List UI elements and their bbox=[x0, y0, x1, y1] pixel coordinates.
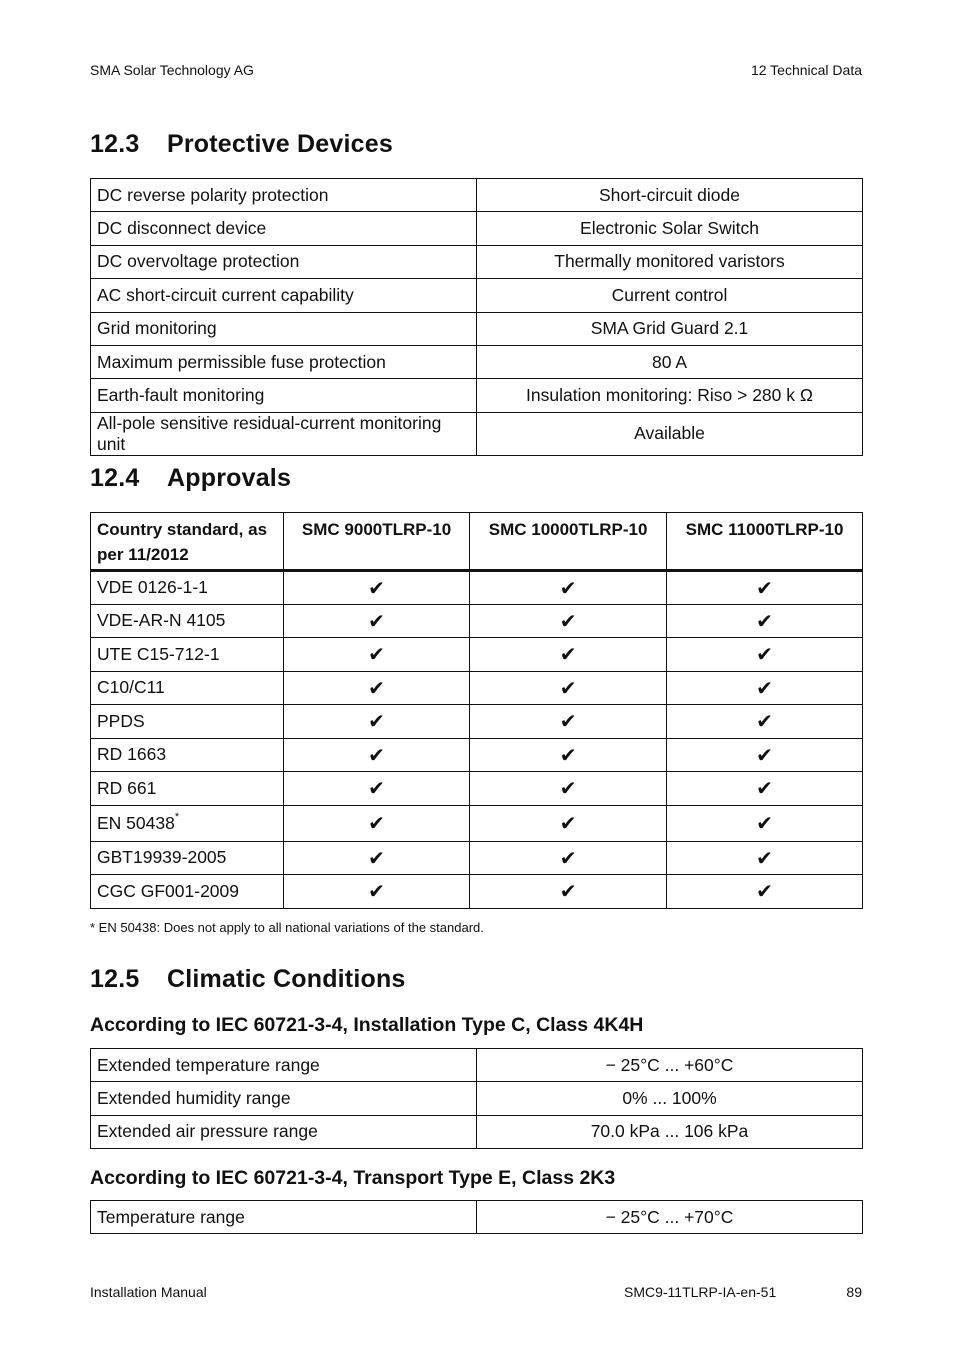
table-row bbox=[91, 179, 863, 212]
section-title: Protective Devices bbox=[167, 130, 393, 158]
standard-name: RD 661 bbox=[97, 777, 157, 798]
section-heading-approvals bbox=[90, 464, 291, 493]
table-row bbox=[91, 638, 863, 672]
climatic-transport-table bbox=[90, 1200, 863, 1234]
table-row bbox=[91, 245, 863, 278]
table-row bbox=[91, 705, 863, 739]
subheading-transport-type-e: According to IEC 60721-3-4, Transport Type E, Class 2K3 bbox=[90, 1167, 616, 1189]
standard-name: C10/C11 bbox=[97, 677, 165, 698]
table-row bbox=[91, 1115, 863, 1148]
table-row bbox=[91, 604, 863, 638]
table-row bbox=[91, 312, 863, 345]
standard-cell bbox=[91, 805, 284, 841]
checkmark-icon: ✔ bbox=[667, 875, 863, 909]
table-row bbox=[91, 738, 863, 772]
footnote-marker: * bbox=[174, 810, 180, 823]
checkmark-icon: ✔ bbox=[284, 841, 470, 875]
row-label: All-pole sensitive residual-current monitoring unit bbox=[91, 412, 477, 455]
row-value: − 25°C ... +70°C bbox=[477, 1201, 863, 1234]
checkmark-icon: ✔ bbox=[470, 841, 667, 875]
checkmark-icon: ✔ bbox=[470, 638, 667, 672]
standard-cell bbox=[91, 841, 284, 875]
row-label: DC overvoltage protection bbox=[91, 245, 477, 278]
protective-devices-table bbox=[90, 178, 863, 456]
table-row bbox=[91, 772, 863, 806]
standard-name: CGC GF001-2009 bbox=[97, 880, 240, 901]
subheading-installation-type-c: According to IEC 60721-3-4, Installation Type C, Class 4K4H bbox=[90, 1014, 644, 1036]
page-number: 89 bbox=[846, 1284, 862, 1300]
checkmark-icon: ✔ bbox=[284, 875, 470, 909]
table-row bbox=[91, 379, 863, 412]
checkmark-icon: ✔ bbox=[667, 705, 863, 739]
table-row bbox=[91, 279, 863, 312]
standard-name: GBT19939-2005 bbox=[97, 847, 227, 868]
checkmark-icon: ✔ bbox=[667, 671, 863, 705]
checkmark-icon: ✔ bbox=[470, 705, 667, 739]
standard-name: PPDS bbox=[97, 710, 145, 731]
checkmark-icon: ✔ bbox=[667, 638, 863, 672]
climatic-installation-table bbox=[90, 1048, 863, 1149]
checkmark-icon: ✔ bbox=[667, 571, 863, 605]
section-number: 12.4 bbox=[90, 464, 140, 492]
approvals-header-row bbox=[91, 513, 863, 571]
standard-name: VDE-AR-N 4105 bbox=[97, 610, 226, 631]
table-row bbox=[91, 1049, 863, 1082]
table-row bbox=[91, 1082, 863, 1115]
row-value: 70.0 kPa ... 106 kPa bbox=[477, 1115, 863, 1148]
standard-name: EN 50438 bbox=[97, 812, 175, 833]
checkmark-icon: ✔ bbox=[284, 604, 470, 638]
standard-cell bbox=[91, 604, 284, 638]
section-heading-climatic-conditions bbox=[90, 965, 406, 994]
table-row bbox=[91, 571, 863, 605]
standard-cell bbox=[91, 875, 284, 909]
standard-name: VDE 0126-1-1 bbox=[97, 577, 208, 598]
row-value: Available bbox=[477, 412, 863, 455]
column-header-country-standard: Country standard, as per 11/2012 bbox=[91, 513, 284, 571]
table-row bbox=[91, 412, 863, 455]
standard-cell bbox=[91, 772, 284, 806]
checkmark-icon: ✔ bbox=[667, 805, 863, 841]
row-value: − 25°C ... +60°C bbox=[477, 1049, 863, 1082]
running-header-chapter: 12 Technical Data bbox=[750, 62, 862, 78]
checkmark-icon: ✔ bbox=[470, 571, 667, 605]
row-label: DC reverse polarity protection bbox=[91, 179, 477, 212]
checkmark-icon: ✔ bbox=[284, 671, 470, 705]
row-label: DC disconnect device bbox=[91, 212, 477, 245]
approvals-table bbox=[90, 512, 863, 909]
row-value: Current control bbox=[477, 279, 863, 312]
column-header-smc-9000: SMC 9000TLRP-10 bbox=[284, 513, 470, 571]
column-header-smc-11000: SMC 11000TLRP-10 bbox=[667, 513, 863, 571]
row-value: 80 A bbox=[477, 345, 863, 378]
standard-cell bbox=[91, 638, 284, 672]
row-label: Grid monitoring bbox=[91, 312, 477, 345]
row-label: Temperature range bbox=[91, 1201, 477, 1234]
checkmark-icon: ✔ bbox=[667, 604, 863, 638]
checkmark-icon: ✔ bbox=[284, 772, 470, 806]
section-heading-protective-devices bbox=[90, 130, 393, 159]
table-row bbox=[91, 805, 863, 841]
checkmark-icon: ✔ bbox=[470, 738, 667, 772]
checkmark-icon: ✔ bbox=[470, 604, 667, 638]
table-row bbox=[91, 212, 863, 245]
section-number: 12.5 bbox=[90, 965, 140, 993]
row-value: Insulation monitoring: Riso > 280 k Ω bbox=[477, 379, 863, 412]
checkmark-icon: ✔ bbox=[667, 841, 863, 875]
standard-name: UTE C15-712-1 bbox=[97, 643, 220, 664]
section-number: 12.3 bbox=[90, 130, 140, 158]
table-row bbox=[91, 841, 863, 875]
checkmark-icon: ✔ bbox=[284, 571, 470, 605]
standard-cell bbox=[91, 705, 284, 739]
checkmark-icon: ✔ bbox=[470, 772, 667, 806]
row-label: Extended air pressure range bbox=[91, 1115, 477, 1148]
section-title: Climatic Conditions bbox=[167, 965, 406, 993]
row-label: Earth-fault monitoring bbox=[91, 379, 477, 412]
row-value: SMA Grid Guard 2.1 bbox=[477, 312, 863, 345]
row-label: Maximum permissible fuse protection bbox=[91, 345, 477, 378]
row-value: Thermally monitored varistors bbox=[477, 245, 863, 278]
table-row bbox=[91, 1201, 863, 1234]
row-value: Short-circuit diode bbox=[477, 179, 863, 212]
checkmark-icon: ✔ bbox=[284, 705, 470, 739]
standard-name: RD 1663 bbox=[97, 744, 167, 765]
approvals-footnote: * EN 50438: Does not apply to all national variations of the standard. bbox=[90, 920, 484, 935]
table-row bbox=[91, 345, 863, 378]
row-label: Extended humidity range bbox=[91, 1082, 477, 1115]
table-row bbox=[91, 875, 863, 909]
row-value: Electronic Solar Switch bbox=[477, 212, 863, 245]
checkmark-icon: ✔ bbox=[284, 738, 470, 772]
checkmark-icon: ✔ bbox=[284, 638, 470, 672]
checkmark-icon: ✔ bbox=[284, 805, 470, 841]
standard-cell bbox=[91, 738, 284, 772]
column-header-smc-10000: SMC 10000TLRP-10 bbox=[470, 513, 667, 571]
checkmark-icon: ✔ bbox=[667, 738, 863, 772]
footer-manual-title: Installation Manual bbox=[90, 1284, 207, 1300]
section-title: Approvals bbox=[167, 464, 292, 492]
standard-cell bbox=[91, 671, 284, 705]
running-header-company: SMA Solar Technology AG bbox=[90, 62, 254, 78]
checkmark-icon: ✔ bbox=[470, 805, 667, 841]
checkmark-icon: ✔ bbox=[470, 671, 667, 705]
checkmark-icon: ✔ bbox=[470, 875, 667, 909]
row-value: 0% ... 100% bbox=[477, 1082, 863, 1115]
row-label: AC short-circuit current capability bbox=[91, 279, 477, 312]
row-label: Extended temperature range bbox=[91, 1049, 477, 1082]
table-row bbox=[91, 671, 863, 705]
standard-cell bbox=[91, 571, 284, 605]
checkmark-icon: ✔ bbox=[667, 772, 863, 806]
footer-document-code: SMC9-11TLRP-IA-en-51 bbox=[624, 1284, 777, 1300]
